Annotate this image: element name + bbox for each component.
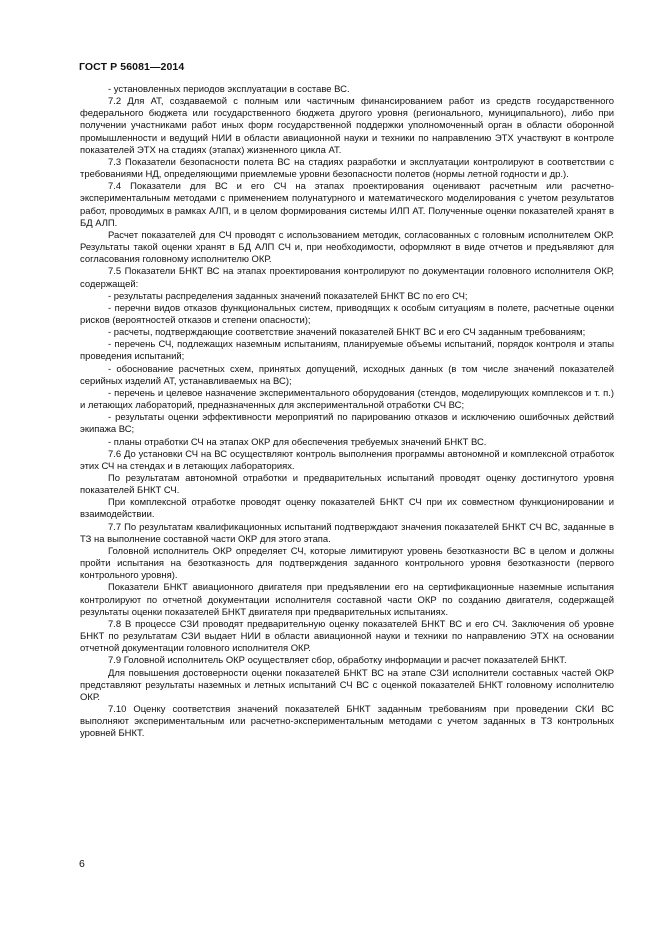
paragraph: 7.10 Оценку соответствия значений показателей БНКТ заданным требованиям при проведении СКИ ВС выполняют экспериментальным или расчетно-экспериментальным методами с учетом заданных в ТЗ контрольных уровней БНКТ. bbox=[80, 703, 614, 740]
paragraph: 7.9 Головной исполнитель ОКР осуществляет сбор, обработку информации и расчет показателей БНКТ. bbox=[108, 655, 567, 667]
list-item: - расчеты, подтверждающие соответствие значений показателей БНКТ ВС и его СЧ заданным требованиям; bbox=[108, 327, 586, 339]
paragraph: По результатам автономной отработки и предварительных испытаний проводят оценку достигнутого уровня показателей БНКТ СЧ. bbox=[80, 473, 614, 497]
document-header: ГОСТ Р 56081—2014 bbox=[79, 61, 185, 73]
list-item: - обоснование расчетных схем, принятых допущений, исходных данных (в том числе значений показателей серийных изделий АТ, устанавливаемых на ВС); bbox=[80, 363, 614, 387]
list-item: - перечни видов отказов функциональных систем, приводящих к особым ситуациям в полете, расчетные оценки рисков (вероятностей отказов и степени опасности); bbox=[80, 302, 614, 326]
paragraph: 7.8 В процессе СЗИ проводят предварительную оценку показателей БНКТ ВС и его СЧ. Заключения об уровне БНКТ по результатам СЗИ выдает НИИ в области авиационной науки и техники по направлению ЭТХ на основании отчетной документации головного исполнителя ОКР. bbox=[80, 618, 614, 655]
list-item: - результаты распределения заданных значений показателей БНКТ ВС по его СЧ; bbox=[108, 290, 468, 302]
paragraph: При комплексной отработке проводят оценку показателей БНКТ СЧ при их совместном функционировании и взаимодействии. bbox=[80, 497, 614, 521]
page-number: 6 bbox=[79, 858, 85, 870]
paragraph: Для повышения достоверности оценки показателей БНКТ ВС на этапе СЗИ исполнители составных частей ОКР представляют результаты наземных и летных испытаний СЧ ВС с оценкой показателей БНКТ головному исполнителю ОКР. bbox=[80, 667, 614, 703]
paragraph: 7.5 Показатели БНКТ ВС на этапах проектирования контролируют по документации головного исполнителя ОКР, содержащей: bbox=[80, 266, 614, 290]
paragraph: Расчет показателей для СЧ проводят с использованием методик, согласованных с головным исполнителем ОКР. Результаты такой оценки хранят в БД АЛП СЧ и, при необходимости, оформляют в виде отчетов и предъявляют для согласования головному исполнителю ОКР. bbox=[80, 229, 614, 266]
paragraph: Показатели БНКТ авиационного двигателя при предъявлении его на сертификационные наземные испытания контролируют по отчетной документации исполнителя составной части ОКР по созданию двигателя, содержащей результаты оценки показателей БНКТ двигателя при предварительных испытаниях. bbox=[80, 582, 614, 618]
paragraph: Головной исполнитель ОКР определяет СЧ, которые лимитируют уровень безотказности ВС в целом и должны пройти испытания на безотказность для подтверждения заданного контрольного уровня безотказности (первого контрольного уровня). bbox=[80, 545, 614, 582]
paragraph: 7.6 До установки СЧ на ВС осуществляют контроль выполнения программы автономной и комплексной отработок этих СЧ на стендах и в летающих лабораториях. bbox=[80, 448, 614, 472]
list-item: - перечень СЧ, подлежащих наземным испытаниям, планируемые объемы испытаний, порядок контроля и этапы проведения испытаний; bbox=[80, 339, 614, 363]
list-item: - перечень и целевое назначение экспериментального оборудования (стендов, моделирующих комплексов и т. п.) и летающих лабораторий, предназначенных для экспериментальной отработки СЧ ВС; bbox=[80, 387, 614, 412]
list-item: - планы отработки СЧ на этапах ОКР для обеспечения требуемых значений БНКТ ВС. bbox=[108, 436, 487, 448]
paragraph: - установленных периодов эксплуатации в составе ВС. bbox=[108, 84, 350, 95]
paragraph: 7.3 Показатели безопасности полета ВС на стадиях разработки и эксплуатации контролируют в соответствии с требованиями НД, определяющими приемлемые уровни безопасности полетов (нормы летной годности и др.). bbox=[80, 156, 614, 181]
paragraph: 7.4 Показатели для ВС и его СЧ на этапах проектирования оценивают расчетным или расчетно-экспериментальным методами с применением полунатурного и математического моделирования с учетом результатов работ, проводимых в рамках АЛП, и в целом формирования системы ИЛП АТ. Полученные оценки показателей хранят в БД АЛП. bbox=[80, 181, 614, 229]
list-item: - результаты оценки эффективности мероприятий по парированию отказов и исключению ошибочных действий экипажа ВС; bbox=[80, 412, 614, 436]
document-body bbox=[80, 84, 614, 740]
paragraph: 7.2 Для АТ, создаваемой с полным или частичным финансированием работ из средств государственного федерального бюджета или государственного бюджета другого уровня (регионального, муниципального), либо при получении участниками работ иных форм государственной поддержки уполномоченный орган в области оборонной промышленности и ведущий НИИ в области авиационной науки и техники по направлению ЭТХ участвуют в контроле показателей ЭТХ на стадиях (этапах) жизненного цикла АТ. bbox=[80, 96, 614, 156]
paragraph: 7.7 По результатам квалификационных испытаний подтверждают значения показателей БНКТ СЧ ВС, заданные в ТЗ на выполнение составной части ОКР для этого этапа. bbox=[80, 521, 614, 545]
